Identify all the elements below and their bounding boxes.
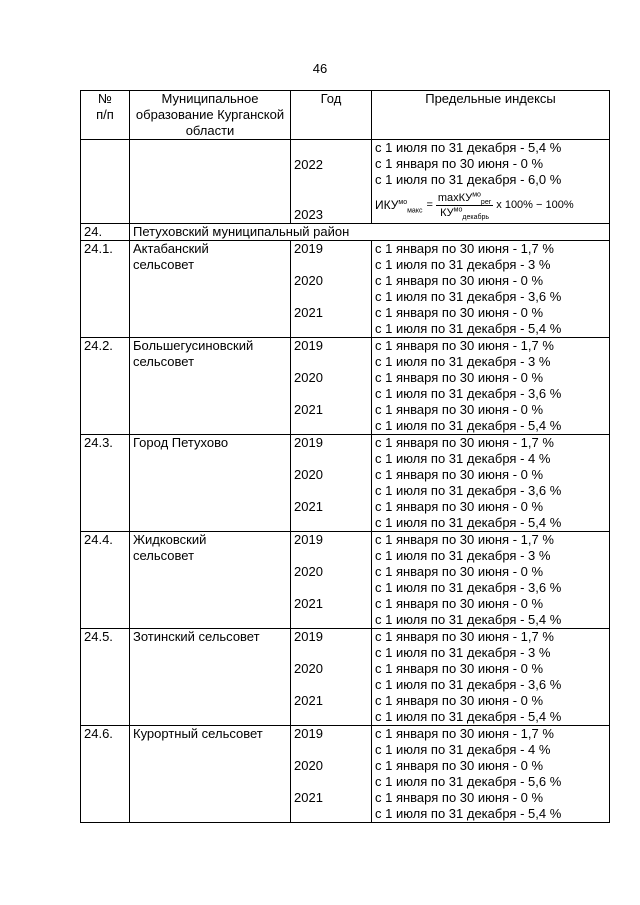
year-value bbox=[294, 806, 368, 822]
municipality-name-line: Жидковский bbox=[133, 532, 207, 547]
row-indexes bbox=[372, 629, 610, 726]
year-value: 2020 bbox=[294, 273, 323, 288]
year-value: 2020 bbox=[294, 370, 323, 385]
year-value bbox=[294, 709, 368, 725]
row-num: 24.5. bbox=[81, 629, 130, 726]
district-name: Петуховский муниципальный район bbox=[130, 224, 610, 241]
index-line: с 1 июля по 31 декабря - 3,6 % bbox=[375, 483, 562, 498]
index-line: с 1 января по 30 июня - 0 % bbox=[375, 758, 544, 773]
index-line: с 1 января по 30 июня - 0 % bbox=[375, 693, 544, 708]
header-num-line1: № bbox=[98, 91, 112, 106]
year-value bbox=[294, 742, 368, 758]
municipality-name-line bbox=[133, 742, 287, 758]
index-line: с 1 января по 30 июня - 0 % bbox=[375, 499, 544, 514]
year-value bbox=[294, 289, 368, 305]
year-value bbox=[294, 257, 368, 273]
year-value bbox=[294, 548, 368, 564]
row-years bbox=[291, 532, 372, 629]
municipality-name-line: Актабанский bbox=[133, 241, 209, 256]
year-value: 2019 bbox=[294, 338, 323, 353]
row-municipality bbox=[130, 241, 291, 338]
index-line: с 1 января по 30 июня - 0 % bbox=[375, 273, 544, 288]
municipality-name-line: сельсовет bbox=[133, 548, 195, 563]
index-line: с 1 июля по 31 декабря - 3 % bbox=[375, 354, 551, 369]
district-row bbox=[81, 224, 610, 241]
year-value bbox=[294, 580, 368, 596]
year-value bbox=[294, 451, 368, 467]
row-municipality bbox=[130, 629, 291, 726]
continuation-row bbox=[81, 140, 610, 224]
header-num-line2: п/п bbox=[96, 107, 114, 122]
row-years bbox=[291, 629, 372, 726]
municipality-name-line: Зотинский сельсовет bbox=[133, 629, 260, 644]
index-line: с 1 января по 30 июня - 0 % bbox=[375, 596, 544, 611]
limit-indexes-table bbox=[80, 90, 610, 823]
municipality-name-line: сельсовет bbox=[133, 257, 195, 272]
year-value: 2019 bbox=[294, 532, 323, 547]
year-value bbox=[294, 645, 368, 661]
iku-formula bbox=[375, 188, 606, 222]
table-row bbox=[81, 435, 610, 532]
year-value: 2020 bbox=[294, 661, 323, 676]
index-line: с 1 июля по 31 декабря - 5,4 % bbox=[375, 709, 562, 724]
year-value: 2021 bbox=[294, 596, 323, 611]
continuation-num bbox=[81, 140, 130, 224]
header-num bbox=[81, 91, 130, 140]
index-line: с 1 июля по 31 декабря - 3,6 % bbox=[375, 580, 562, 595]
year-value bbox=[294, 677, 368, 693]
year-value: 2021 bbox=[294, 693, 323, 708]
header-indexes: Предельные индексы bbox=[372, 91, 610, 140]
index-line: с 1 июля по 31 декабря - 3 % bbox=[375, 257, 551, 272]
formula-tail: x 100% − 100% bbox=[496, 199, 574, 211]
row-indexes bbox=[372, 435, 610, 532]
year-value bbox=[294, 612, 368, 628]
index-line: с 1 января по 30 июня - 1,7 % bbox=[375, 435, 554, 450]
index-line: с 1 июля по 31 декабря - 5,4 % bbox=[375, 612, 562, 627]
row-years bbox=[291, 435, 372, 532]
row-years bbox=[291, 241, 372, 338]
row-num: 24.2. bbox=[81, 338, 130, 435]
year-value: 2020 bbox=[294, 467, 323, 482]
continuation-name bbox=[130, 140, 291, 224]
row-indexes bbox=[372, 532, 610, 629]
row-num: 24.6. bbox=[81, 726, 130, 823]
year-value bbox=[294, 774, 368, 790]
table-row bbox=[81, 338, 610, 435]
year-value: 2019 bbox=[294, 726, 323, 741]
municipality-name-line: Город Петухово bbox=[133, 435, 229, 450]
table-row bbox=[81, 532, 610, 629]
municipality-name-line: сельсовет bbox=[133, 354, 195, 369]
continuation-years bbox=[291, 140, 372, 224]
row-indexes bbox=[372, 726, 610, 823]
index-line: с 1 июля по 31 декабря - 5,4 % bbox=[375, 515, 562, 530]
row-years bbox=[291, 726, 372, 823]
year-value bbox=[294, 386, 368, 402]
index-line: с 1 июля по 31 декабря - 5,4 % bbox=[375, 806, 562, 821]
index-line: с 1 января по 30 июня - 1,7 % bbox=[375, 338, 554, 353]
year-value bbox=[294, 483, 368, 499]
index-line: с 1 января по 30 июня - 0 % bbox=[375, 661, 544, 676]
header-year: Год bbox=[291, 91, 372, 140]
index-line: с 1 января по 30 июня - 1,7 % bbox=[375, 726, 554, 741]
index-line: с 1 июля по 31 декабря - 6,0 % bbox=[375, 172, 562, 187]
row-indexes bbox=[372, 241, 610, 338]
row-municipality bbox=[130, 532, 291, 629]
table-row bbox=[81, 629, 610, 726]
municipality-name-line bbox=[133, 451, 287, 467]
year-value: 2021 bbox=[294, 402, 323, 417]
municipality-name-line: Курортный сельсовет bbox=[133, 726, 263, 741]
index-line: с 1 января по 30 июня - 0 % bbox=[375, 467, 544, 482]
table-row bbox=[81, 726, 610, 823]
index-line: с 1 июля по 31 декабря - 3,6 % bbox=[375, 386, 562, 401]
index-line: с 1 января по 30 июня - 1,7 % bbox=[375, 532, 554, 547]
index-line: с 1 июля по 31 декабря - 3 % bbox=[375, 548, 551, 563]
table-header-row bbox=[81, 91, 610, 140]
index-line: с 1 июля по 31 декабря - 3,6 % bbox=[375, 289, 562, 304]
municipality-name-line bbox=[133, 645, 287, 661]
index-line: с 1 июля по 31 декабря - 5,4 % bbox=[375, 140, 562, 155]
year-2023: 2023 bbox=[294, 207, 323, 222]
formula-denominator: $КУ^{мо}_{декабрь}$ bbox=[440, 205, 490, 221]
row-num: 24.4. bbox=[81, 532, 130, 629]
index-line: с 1 июля по 31 декабря - 3,6 % bbox=[375, 677, 562, 692]
row-municipality bbox=[130, 435, 291, 532]
municipality-name-line: Большегусиновский bbox=[133, 338, 254, 353]
continuation-indexes bbox=[372, 140, 610, 224]
year-value: 2020 bbox=[294, 758, 323, 773]
year-2022: 2022 bbox=[294, 157, 323, 172]
year-value: 2021 bbox=[294, 305, 323, 320]
index-line: с 1 января по 30 июня - 1,7 % bbox=[375, 241, 554, 256]
year-value: 2021 bbox=[294, 790, 323, 805]
index-line: с 1 января по 30 июня - 0 % bbox=[375, 402, 544, 417]
year-value bbox=[294, 354, 368, 370]
index-line: с 1 июля по 31 декабря - 3 % bbox=[375, 645, 551, 660]
index-line: с 1 июля по 31 декабря - 5,4 % bbox=[375, 418, 562, 433]
index-line: с 1 июля по 31 декабря - 5,4 % bbox=[375, 321, 562, 336]
year-value bbox=[294, 515, 368, 531]
year-value: 2019 bbox=[294, 435, 323, 450]
row-indexes bbox=[372, 338, 610, 435]
year-value bbox=[294, 321, 368, 337]
index-line: с 1 января по 30 июня - 0 % bbox=[375, 370, 544, 385]
year-value: 2020 bbox=[294, 564, 323, 579]
formula-numerator: maxКУ$^{мо}_{рег}$ bbox=[437, 190, 492, 206]
row-municipality bbox=[130, 726, 291, 823]
table-row bbox=[81, 241, 610, 338]
index-line: с 1 января по 30 июня - 0 % bbox=[375, 790, 544, 805]
header-municipality: Муниципальное образование Курганской области bbox=[130, 91, 291, 140]
index-line: с 1 июля по 31 декабря - 4 % bbox=[375, 451, 551, 466]
formula-fraction bbox=[436, 191, 493, 220]
index-line: с 1 января по 30 июня - 1,7 % bbox=[375, 629, 554, 644]
year-value: 2021 bbox=[294, 499, 323, 514]
year-value: 2019 bbox=[294, 629, 323, 644]
index-line: с 1 июля по 31 декабря - 5,6 % bbox=[375, 774, 562, 789]
index-line: с 1 января по 30 июня - 0 % bbox=[375, 156, 544, 171]
year-value: 2019 bbox=[294, 241, 323, 256]
district-num: 24. bbox=[81, 224, 130, 241]
row-municipality bbox=[130, 338, 291, 435]
row-num: 24.3. bbox=[81, 435, 130, 532]
row-years bbox=[291, 338, 372, 435]
index-line: с 1 января по 30 июня - 0 % bbox=[375, 564, 544, 579]
row-num: 24.1. bbox=[81, 241, 130, 338]
formula-lhs: $ИКУ^{мо}_{макс}$ bbox=[375, 198, 423, 215]
index-line: с 1 июля по 31 декабря - 4 % bbox=[375, 742, 551, 757]
page-number: 46 bbox=[312, 61, 328, 76]
index-line: с 1 января по 30 июня - 0 % bbox=[375, 305, 544, 320]
formula-eq: = bbox=[426, 199, 433, 211]
year-value bbox=[294, 418, 368, 434]
